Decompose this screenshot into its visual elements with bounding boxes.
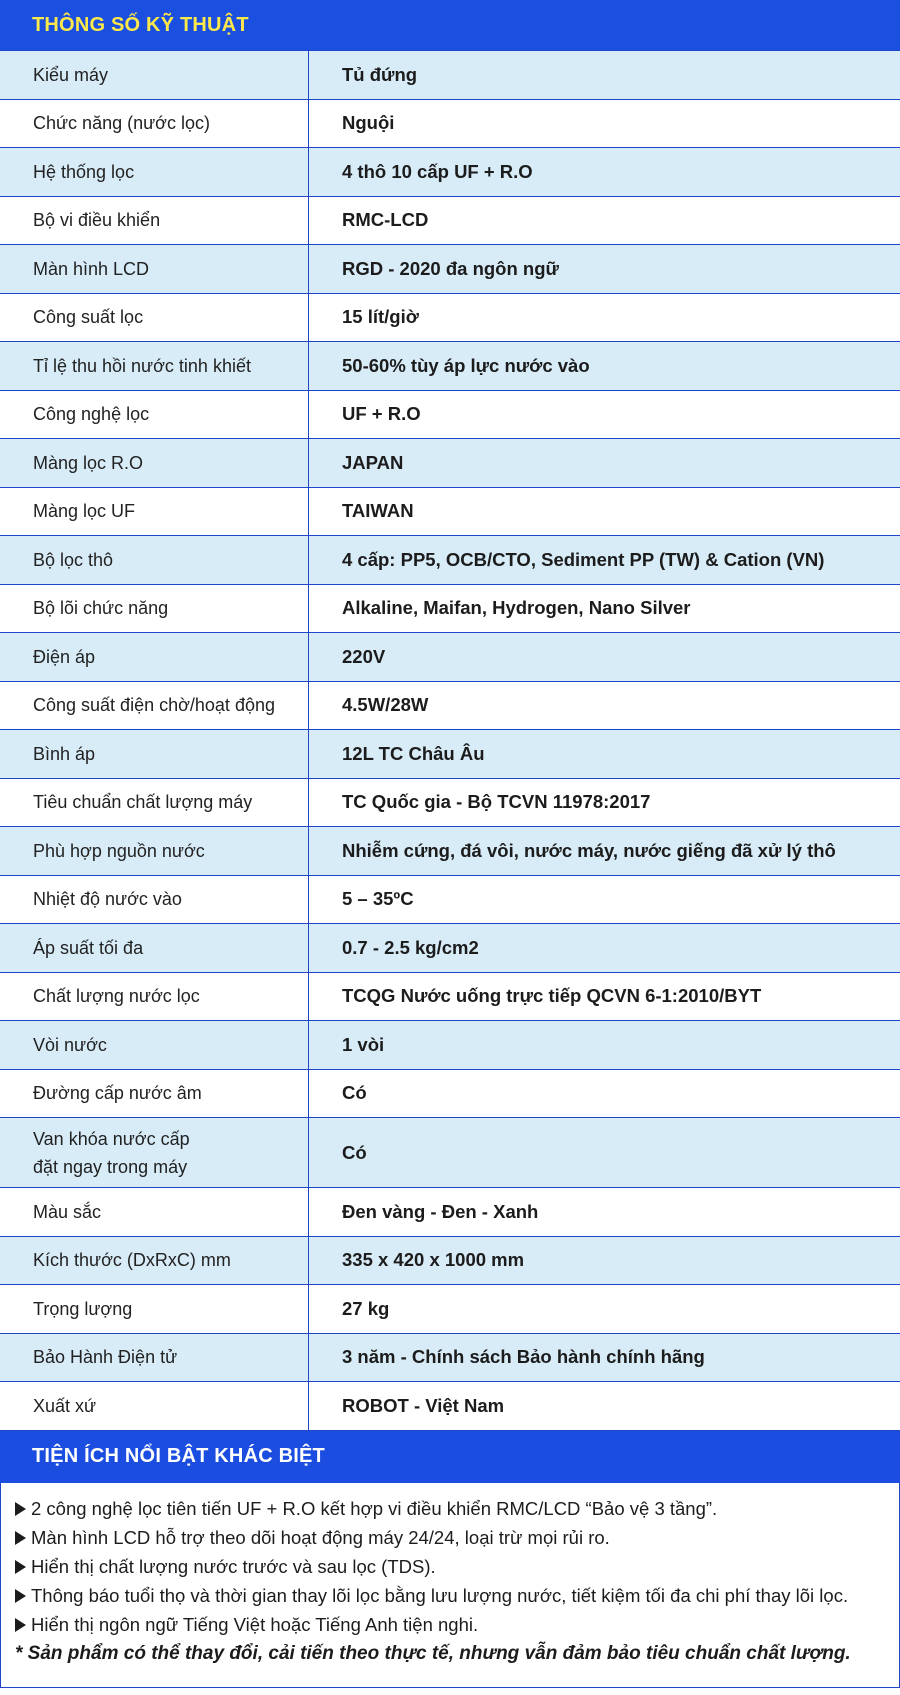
spec-row: [0, 294, 900, 343]
spec-value: TC Quốc gia - Bộ TCVN 11978:2017: [342, 791, 651, 813]
spec-label: Tiêu chuẩn chất lượng máy: [0, 779, 309, 827]
spec-label: Màng lọc R.O: [0, 439, 309, 487]
spec-label: Màu sắc: [0, 1188, 309, 1236]
spec-row: [0, 924, 900, 973]
spec-row: [0, 148, 900, 197]
spec-value: Tủ đứng: [342, 63, 418, 85]
arrow-bullet-icon: [15, 1502, 26, 1516]
feature-list: [15, 1495, 885, 1640]
spec-label: Bình áp: [0, 730, 309, 778]
spec-value: 4 thô 10 cấp UF + R.O: [342, 160, 533, 182]
spec-row: [0, 342, 900, 391]
spec-value: 15 lít/giờ: [342, 306, 419, 328]
spec-row: [0, 973, 900, 1022]
spec-label: Chất lượng nước lọc: [0, 973, 309, 1021]
spec-row: [0, 391, 900, 440]
spec-row: [0, 100, 900, 149]
spec-label: Bộ lõi chức năng: [0, 585, 309, 633]
spec-value: RMC-LCD: [342, 209, 429, 231]
arrow-bullet-icon: [15, 1589, 26, 1603]
feature-text: 2 công nghệ lọc tiên tiến UF + R.O kết hợp vi điều khiển RMC/LCD “Bảo vệ 3 tầng”.: [31, 1498, 718, 1519]
spec-row: [0, 1237, 900, 1286]
spec-label: Trọng lượng: [0, 1285, 309, 1333]
spec-value: JAPAN: [342, 451, 404, 473]
spec-row: [0, 633, 900, 682]
spec-value: UF + R.O: [342, 403, 421, 425]
feature-item: [15, 1524, 885, 1553]
spec-label: [0, 1118, 309, 1187]
spec-row: [0, 1382, 900, 1431]
spec-label: Kích thước (DxRxC) mm: [0, 1237, 309, 1285]
spec-value: 335 x 420 x 1000 mm: [342, 1249, 525, 1271]
spec-label: Bộ vi điều khiển: [0, 197, 309, 245]
spec-label: Đường cấp nước âm: [0, 1070, 309, 1118]
spec-row: [0, 827, 900, 876]
spec-row: [0, 1188, 900, 1237]
arrow-bullet-icon: [15, 1531, 26, 1545]
spec-row: [0, 585, 900, 634]
feature-item: [15, 1611, 885, 1640]
spec-row: [0, 1118, 900, 1188]
spec-row: [0, 1334, 900, 1383]
spec-value: ROBOT - Việt Nam: [342, 1394, 505, 1416]
spec-row: [0, 1285, 900, 1334]
spec-header: [0, 0, 900, 50]
spec-value: Nguội: [342, 112, 395, 134]
spec-header-title: THÔNG SỐ KỸ THUẬT: [32, 13, 249, 36]
features-box: [0, 1483, 900, 1688]
spec-value: 12L TC Châu Âu: [342, 742, 485, 764]
spec-row: [0, 439, 900, 488]
spec-row: [0, 197, 900, 246]
spec-label: Bảo Hành Điện tử: [0, 1334, 309, 1382]
spec-label: Công nghệ lọc: [0, 391, 309, 439]
spec-row: [0, 1070, 900, 1119]
spec-value: 5 – 35ºC: [342, 888, 414, 910]
feature-text: Hiển thị chất lượng nước trước và sau lọc (TDS).: [31, 1556, 436, 1577]
spec-row: [0, 779, 900, 828]
spec-row: [0, 682, 900, 731]
spec-value: 0.7 - 2.5 kg/cm2: [342, 936, 479, 958]
spec-label: Xuất xứ: [0, 1382, 309, 1430]
spec-row: [0, 536, 900, 585]
spec-row: [0, 488, 900, 537]
spec-value: Có: [342, 1082, 367, 1104]
spec-label: Vòi nước: [0, 1021, 309, 1069]
spec-row: [0, 876, 900, 925]
arrow-bullet-icon: [15, 1618, 26, 1632]
spec-value: 220V: [342, 645, 386, 667]
spec-label: Điện áp: [0, 633, 309, 681]
feature-item: [15, 1582, 885, 1611]
disclaimer-note: * Sản phẩm có thể thay đổi, cải tiến theo thực tế, nhưng vẫn đảm bảo tiêu chuẩn chất lượng.: [15, 1643, 851, 1664]
spec-label-line: đặt ngay trong máy: [33, 1156, 188, 1177]
spec-value: 1 vòi: [342, 1033, 385, 1055]
spec-value: 27 kg: [342, 1297, 390, 1319]
spec-value: 4.5W/28W: [342, 694, 429, 716]
feature-text: Hiển thị ngôn ngữ Tiếng Việt hoặc Tiếng Anh tiện nghi.: [31, 1614, 479, 1635]
spec-label: Kiểu máy: [0, 51, 309, 99]
spec-label: Áp suất tối đa: [0, 924, 309, 972]
spec-table: [0, 50, 900, 1431]
spec-value: TAIWAN: [342, 500, 414, 522]
spec-value: Có: [342, 1141, 367, 1163]
feature-text: Thông báo tuổi thọ và thời gian thay lõi lọc bằng lưu lượng nước, tiết kiệm tối đa chi phí thay lõi lọc.: [31, 1585, 849, 1606]
spec-label-line: Van khóa nước cấp: [33, 1128, 190, 1149]
spec-row: [0, 730, 900, 779]
spec-value: Nhiễm cứng, đá vôi, nước máy, nước giếng đã xử lý thô: [342, 839, 836, 861]
spec-value: RGD - 2020 đa ngôn ngữ: [342, 257, 559, 279]
spec-label: Nhiệt độ nước vào: [0, 876, 309, 924]
spec-value: 3 năm - Chính sách Bảo hành chính hãng: [342, 1346, 705, 1368]
spec-value: Đen vàng - Đen - Xanh: [342, 1200, 539, 1222]
feature-item: [15, 1495, 885, 1524]
spec-label: Bộ lọc thô: [0, 536, 309, 584]
spec-label: Công suất lọc: [0, 294, 309, 342]
spec-label: Chức năng (nước lọc): [0, 100, 309, 148]
arrow-bullet-icon: [15, 1560, 26, 1574]
spec-value: 4 cấp: PP5, OCB/CTO, Sediment PP (TW) & Cation (VN): [342, 548, 825, 570]
spec-label: Phù hợp nguồn nước: [0, 827, 309, 875]
features-header-title: TIỆN ÍCH NỔI BẬT KHÁC BIỆT: [32, 1445, 325, 1467]
spec-label: Tỉ lệ thu hồi nước tinh khiết: [0, 342, 309, 390]
spec-row: [0, 245, 900, 294]
spec-label: Hệ thống lọc: [0, 148, 309, 196]
feature-text: Màn hình LCD hỗ trợ theo dõi hoạt động máy 24/24, loại trừ mọi rủi ro.: [31, 1527, 610, 1548]
feature-item: [15, 1553, 885, 1582]
spec-label: Màn hình LCD: [0, 245, 309, 293]
features-header: [0, 1431, 900, 1483]
spec-label: Công suất điện chờ/hoạt động: [0, 682, 309, 730]
spec-row: [0, 1021, 900, 1070]
spec-label: Màng lọc UF: [0, 488, 309, 536]
spec-value: TCQG Nước uống trực tiếp QCVN 6-1:2010/BYT: [342, 985, 762, 1007]
spec-value: 50-60% tùy áp lực nước vào: [342, 354, 590, 376]
spec-value: Alkaline, Maifan, Hydrogen, Nano Silver: [342, 597, 691, 619]
spec-row: [0, 51, 900, 100]
